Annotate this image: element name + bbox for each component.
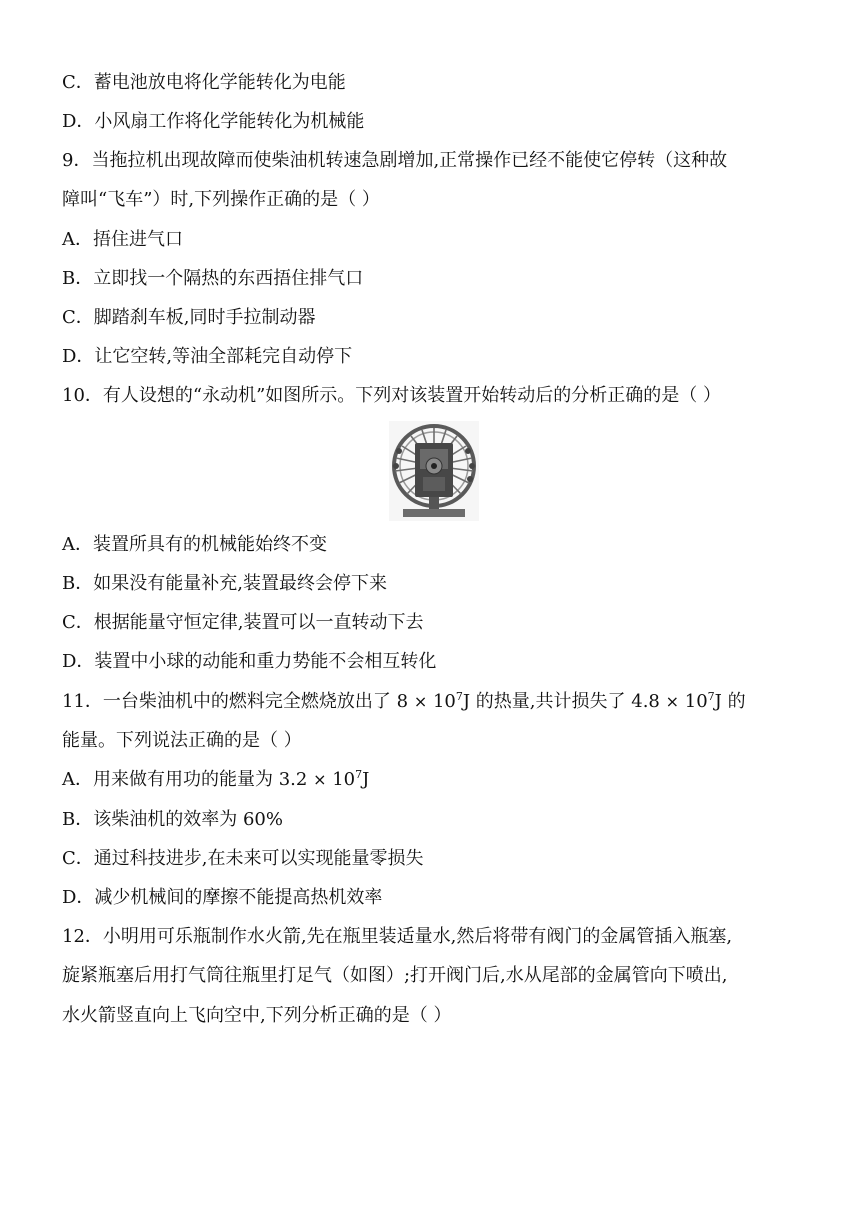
q11-option-a-text: A．用来做有用功的能量为 3.2 (62, 769, 308, 790)
q8-option-d: D．小风扇工作将化学能转化为机械能 (62, 111, 365, 132)
power-exponent: 7 (355, 768, 363, 781)
power-exponent: 7 (455, 690, 463, 703)
power-base: 10 (684, 691, 708, 712)
q11-stem-part2: 的热量,共计损失了 4.8 (470, 691, 660, 712)
q10-option-a: A．装置所具有的机械能始终不变 (62, 534, 327, 555)
q12-stem-line2: 旋紧瓶塞后用打气筒往瓶里打足气（如图）;打开阀门后,水从尾部的金属管向下喷出, (62, 965, 728, 986)
q11-option-b: B．该柴油机的效率为 60% (62, 809, 283, 830)
times-sign: × (665, 692, 680, 711)
unit-joule: J (462, 691, 471, 712)
unit-joule: J (362, 769, 370, 790)
power-base: 10 (332, 769, 356, 790)
q10-option-b: B．如果没有能量补充,装置最终会停下来 (62, 573, 387, 594)
q9-option-d: D．让它空转,等油全部耗完自动停下 (62, 346, 353, 367)
perpetual-motion-wheel-image (389, 421, 479, 521)
times-sign: × (413, 692, 428, 711)
q12-stem-line1: 12．小明用可乐瓶制作水火箭,先在瓶里装适量水,然后将带有阀门的金属管插入瓶塞, (62, 926, 733, 947)
power-base: 10 (432, 691, 456, 712)
q10-option-c: C．根据能量守恒定律,装置可以一直转动下去 (62, 612, 424, 633)
q9-option-a: A．捂住进气口 (62, 229, 183, 250)
q9-option-c: C．脚踏刹车板,同时手拉制动器 (62, 307, 316, 328)
q10-stem: 10．有人设想的“永动机”如图所示。下列对该装置开始转动后的分析正确的是（ ） (62, 385, 722, 406)
q11-stem-line2: 能量。下列说法正确的是（ ） (62, 730, 302, 751)
power-exponent: 7 (707, 690, 715, 703)
q11-option-c: C．通过科技进步,在未来可以实现能量零损失 (62, 848, 424, 869)
times-sign: × (313, 770, 327, 789)
q11-stem-part1: 11．一台柴油机中的燃料完全燃烧放出了 8 (62, 691, 409, 712)
q9-option-b: B．立即找一个隔热的东西捂住排气口 (62, 268, 364, 289)
q8-option-c: C．蓄电池放电将化学能转化为电能 (62, 72, 346, 93)
q11-option-a (62, 768, 369, 792)
q9-stem-line2: 障叫“飞车”）时,下列操作正确的是（ ） (62, 189, 380, 210)
q12-stem-line3: 水火箭竖直向上飞向空中,下列分析正确的是（ ） (62, 1005, 452, 1026)
unit-joule: J (714, 691, 722, 712)
q11-option-d: D．减少机械间的摩擦不能提高热机效率 (62, 887, 383, 908)
q11-stem-line1 (62, 690, 746, 714)
q10-option-d: D．装置中小球的动能和重力势能不会相互转化 (62, 651, 437, 672)
q9-stem-line1: 9．当拖拉机出现故障而使柴油机转速急剧增加,正常操作已经不能使它停转（这种故 (62, 150, 728, 171)
q11-stem-part3: 的 (721, 691, 746, 712)
